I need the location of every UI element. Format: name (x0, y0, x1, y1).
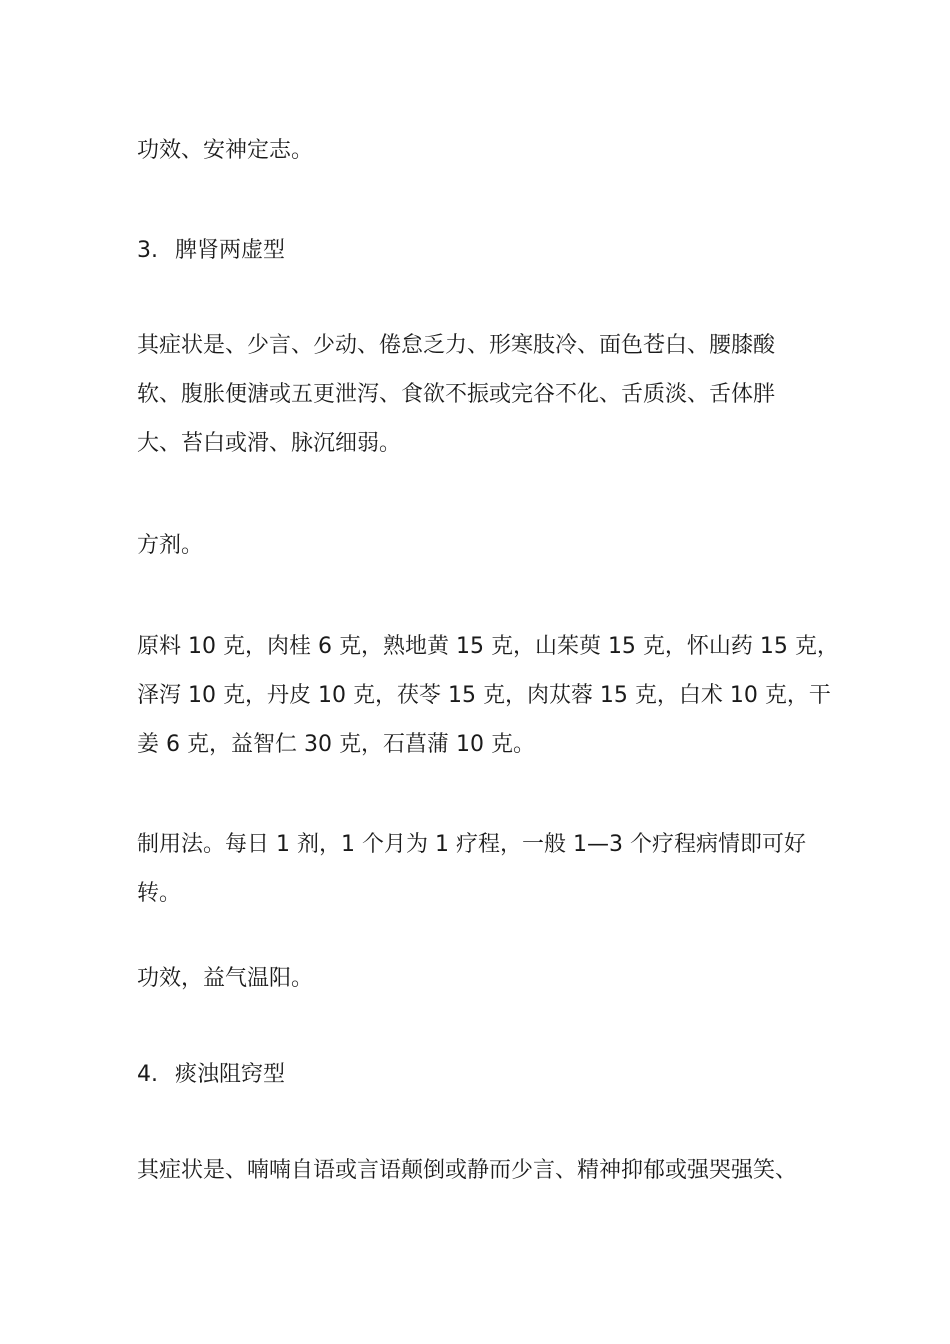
section-heading-4 (137, 1050, 285, 1099)
paragraph-usage (137, 820, 837, 918)
text-line: 其症状是、少言、少动、倦怠乏力、形寒肢冷、面色苍白、腰膝酸 (137, 333, 776, 358)
text-line: 大、苔白或滑、脉沉细弱。 (137, 431, 402, 456)
paragraph-symptoms-spleen-kidney (137, 321, 837, 468)
text-line: 软、腹胀便溏或五更泄泻、食欲不振或完谷不化、舌质淡、舌体胖 (137, 382, 776, 407)
text-line: 姜 6 克，益智仁 30 克，石菖蒲 10 克。 (137, 732, 535, 757)
paragraph-symptoms-phlegm (137, 1146, 837, 1195)
section-number: 3. (137, 238, 158, 263)
paragraph-ingredients (137, 622, 837, 769)
text-line: 原料 10 克，肉桂 6 克，熟地黄 15 克，山茱萸 15 克，怀山药 15 克， (137, 634, 839, 659)
section-number: 4. (137, 1062, 158, 1087)
paragraph-efficacy-qi (137, 954, 837, 1003)
section-title: 脾肾两虚型 (175, 238, 286, 263)
text-line: 方剂。 (137, 533, 204, 558)
text-line: 制用法。每日 1 剂，1 个月为 1 疗程，一般 1—3 个疗程病情即可好 (137, 832, 806, 857)
paragraph-prescription (137, 521, 837, 570)
paragraph-efficacy-calm (137, 126, 837, 175)
text-line: 功效，益气温阳。 (137, 966, 314, 991)
text-line: 转。 (137, 881, 182, 906)
section-title: 痰浊阻窍型 (175, 1062, 286, 1087)
section-heading-3 (137, 226, 285, 275)
text-line: 其症状是、喃喃自语或言语颠倒或静而少言、精神抑郁或强哭强笑、 (137, 1158, 798, 1183)
text-line: 功效、安神定志。 (137, 138, 314, 163)
text-line: 泽泻 10 克，丹皮 10 克，茯苓 15 克，肉苁蓉 15 克，白术 10 克，干 (137, 683, 831, 708)
